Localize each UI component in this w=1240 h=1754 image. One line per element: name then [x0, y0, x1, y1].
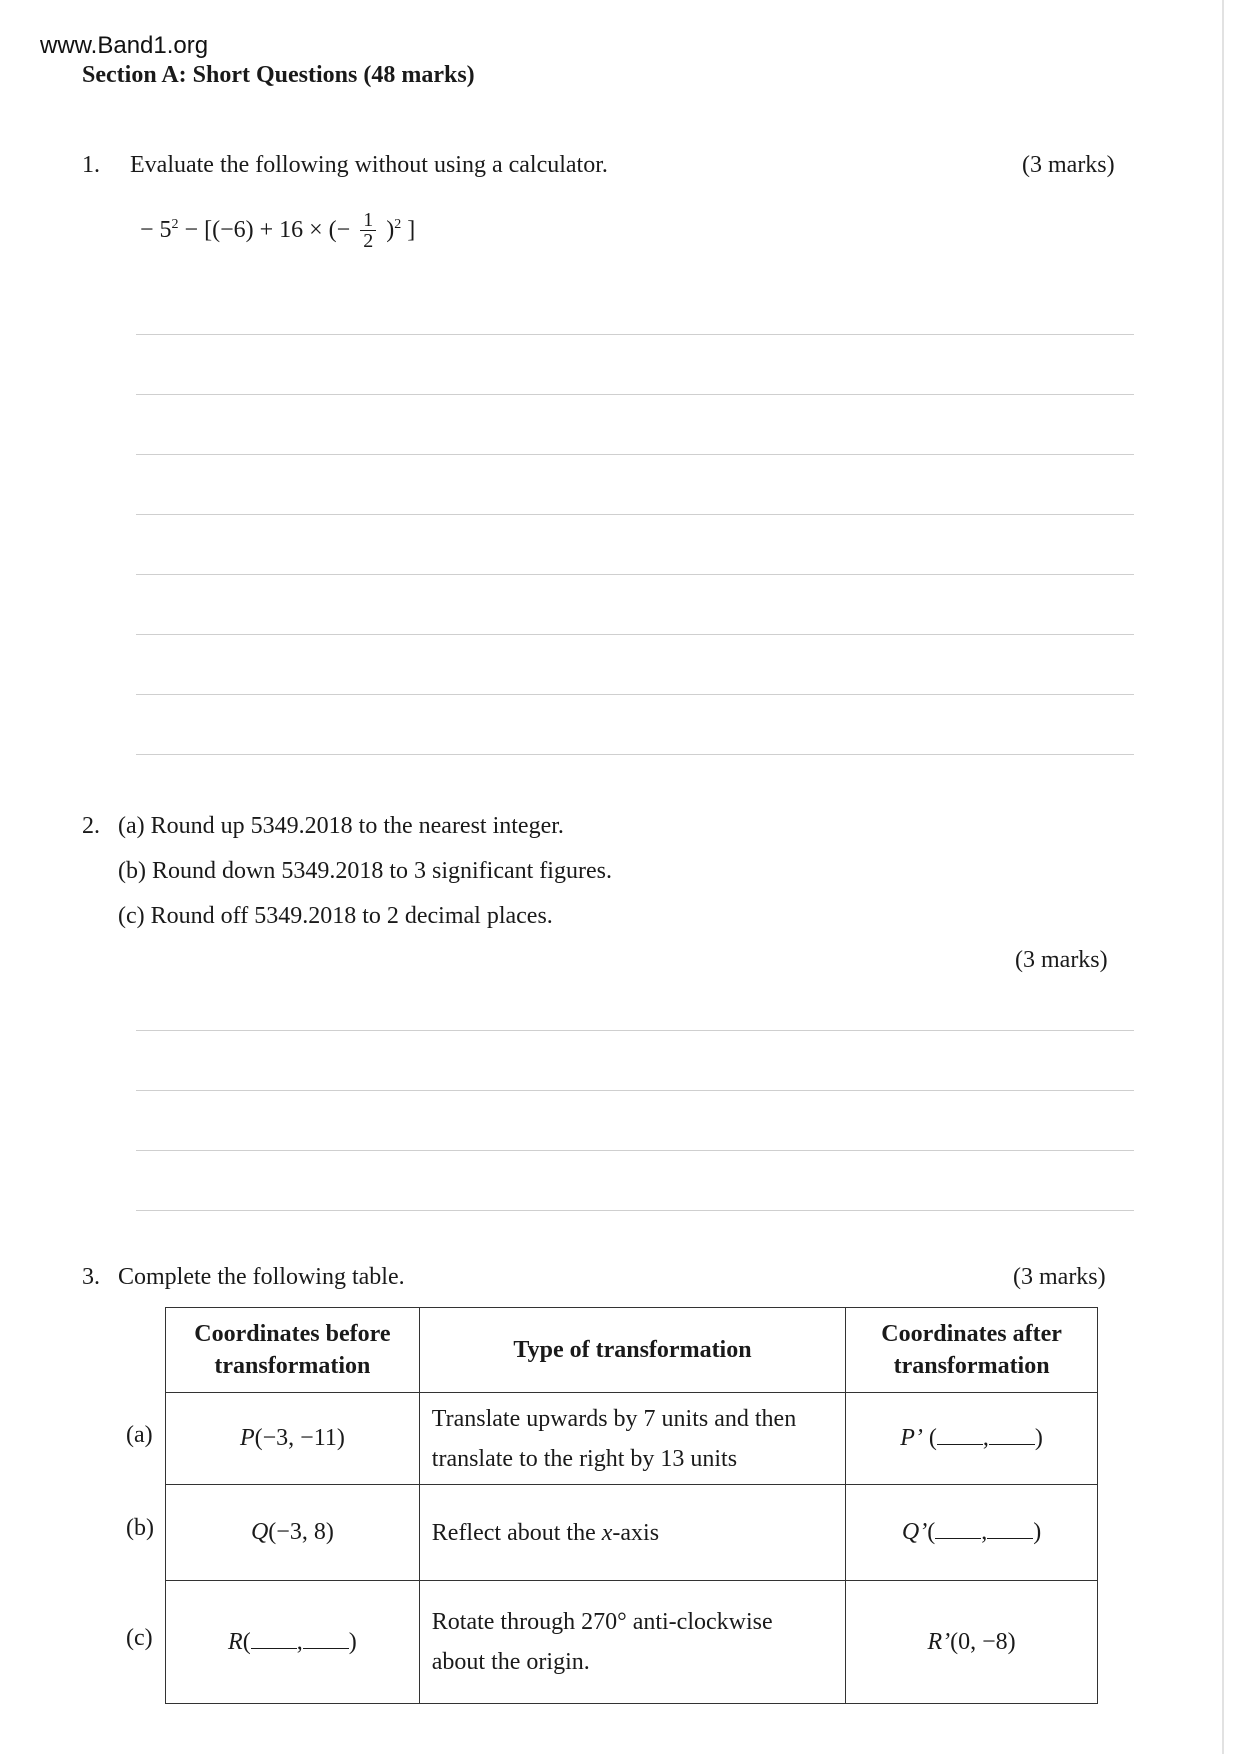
- image-point-name: P’: [900, 1425, 923, 1451]
- table-row: [166, 1393, 1098, 1485]
- coordinates-after-cell: [846, 1581, 1098, 1704]
- paren-open: (: [242, 1628, 251, 1655]
- expr-part: − [(−6) + 16 × (−: [178, 217, 357, 243]
- transformation-text: Reflect about the: [431, 1519, 602, 1546]
- row-label-c: (c): [126, 1625, 153, 1651]
- transformation-cell: [419, 1581, 845, 1704]
- point-name: P: [239, 1425, 255, 1451]
- row-label-b: (b): [126, 1515, 154, 1541]
- paren-close: ): [1033, 1519, 1042, 1545]
- coordinates-after-cell: [846, 1485, 1098, 1581]
- question-3-text: Complete the following table.: [118, 1264, 405, 1290]
- answer-line[interactable]: [136, 694, 1134, 695]
- answer-blank[interactable]: [251, 1630, 297, 1649]
- question-3-marks: (3 marks): [1013, 1264, 1106, 1290]
- answer-line[interactable]: [136, 454, 1134, 455]
- question-1-text: Evaluate the following without using a calculator.: [130, 152, 608, 178]
- answer-blank[interactable]: [987, 1520, 1033, 1539]
- header-coordinates-after: Coordinates after transformation: [846, 1308, 1098, 1393]
- question-2-number: 2.: [82, 813, 100, 839]
- image-point-name: R’: [927, 1628, 951, 1655]
- question-2-part-a: (a) Round up 5349.2018 to the nearest integer.: [118, 813, 564, 839]
- answer-line[interactable]: [136, 574, 1134, 575]
- answer-blank[interactable]: [937, 1426, 983, 1445]
- answer-blank[interactable]: [989, 1426, 1035, 1445]
- transformation-table: [165, 1307, 1098, 1704]
- question-1-marks: (3 marks): [1022, 152, 1115, 178]
- answer-line[interactable]: [136, 1210, 1134, 1211]
- answer-blank[interactable]: [935, 1520, 981, 1539]
- fraction-denominator: 2: [363, 230, 374, 252]
- paren-open: (: [927, 1519, 936, 1545]
- section-title: Section A: Short Questions (48 marks): [82, 62, 475, 88]
- coordinates-before-cell: [166, 1581, 420, 1704]
- answer-line[interactable]: [136, 1150, 1134, 1151]
- answer-line[interactable]: [136, 1030, 1134, 1031]
- question-2-part-c: (c) Round off 5349.2018 to 2 decimal places.: [118, 903, 553, 929]
- answer-line[interactable]: [136, 634, 1134, 635]
- paren-open: (: [922, 1425, 937, 1451]
- transformation-line: about the origin.: [431, 1649, 590, 1675]
- paren-close: ): [1034, 1425, 1043, 1451]
- header-coordinates-before: Coordinates before transformation: [166, 1308, 420, 1393]
- expr-exponent: 2: [394, 216, 402, 232]
- axis-variable: x: [601, 1519, 613, 1546]
- paren-close: ): [348, 1628, 357, 1655]
- header-transformation-type: Type of transformation: [419, 1308, 845, 1393]
- row-label-a: (a): [126, 1422, 153, 1448]
- question-2-marks: (3 marks): [1015, 947, 1108, 973]
- transformation-cell: [419, 1393, 845, 1485]
- point-name: R: [228, 1628, 243, 1655]
- answer-line[interactable]: [136, 334, 1134, 335]
- watermark-url: www.Band1.org: [40, 32, 209, 59]
- image-point-name: Q’: [901, 1519, 928, 1545]
- transformation-cell: [419, 1485, 845, 1581]
- coordinates-before-cell: [166, 1485, 420, 1581]
- answer-blank[interactable]: [303, 1630, 349, 1649]
- answer-line[interactable]: [136, 514, 1134, 515]
- expr-part: − 5: [140, 217, 172, 243]
- answer-line[interactable]: [136, 754, 1134, 755]
- comma: ,: [296, 1628, 303, 1655]
- expr-fraction: [360, 210, 376, 251]
- coordinates-before-cell: [166, 1393, 420, 1485]
- fraction-numerator: 1: [363, 209, 374, 231]
- expr-exponent: 2: [171, 216, 179, 232]
- transformation-line: translate to the right by 13 units: [431, 1445, 738, 1472]
- comma: ,: [982, 1425, 989, 1451]
- table-row: [166, 1485, 1098, 1581]
- transformation-line: Translate upwards by 7 units and then: [431, 1405, 797, 1432]
- coordinates-after-cell: [846, 1393, 1098, 1485]
- table-row: [166, 1581, 1098, 1704]
- transformation-text: -axis: [612, 1519, 660, 1546]
- coordinates-value: (0, −8): [950, 1628, 1016, 1655]
- expr-part: ): [380, 217, 395, 243]
- question-1-expression: [140, 210, 415, 251]
- table-header-row: [166, 1308, 1098, 1393]
- page-edge: [1222, 0, 1224, 1754]
- coordinates-value: (−3, 8): [268, 1519, 334, 1545]
- point-name: Q: [250, 1519, 269, 1545]
- question-3-number: 3.: [82, 1264, 100, 1290]
- transformation-line: Rotate through 270° anti-clockwise: [431, 1609, 773, 1635]
- question-2-part-b: (b) Round down 5349.2018 to 3 significant figures.: [118, 858, 612, 884]
- comma: ,: [981, 1519, 988, 1545]
- coordinates-value: (−3, −11): [254, 1425, 345, 1451]
- answer-line[interactable]: [136, 1090, 1134, 1091]
- question-1-number: 1.: [82, 152, 100, 178]
- answer-line[interactable]: [136, 394, 1134, 395]
- expr-part: ]: [401, 217, 416, 243]
